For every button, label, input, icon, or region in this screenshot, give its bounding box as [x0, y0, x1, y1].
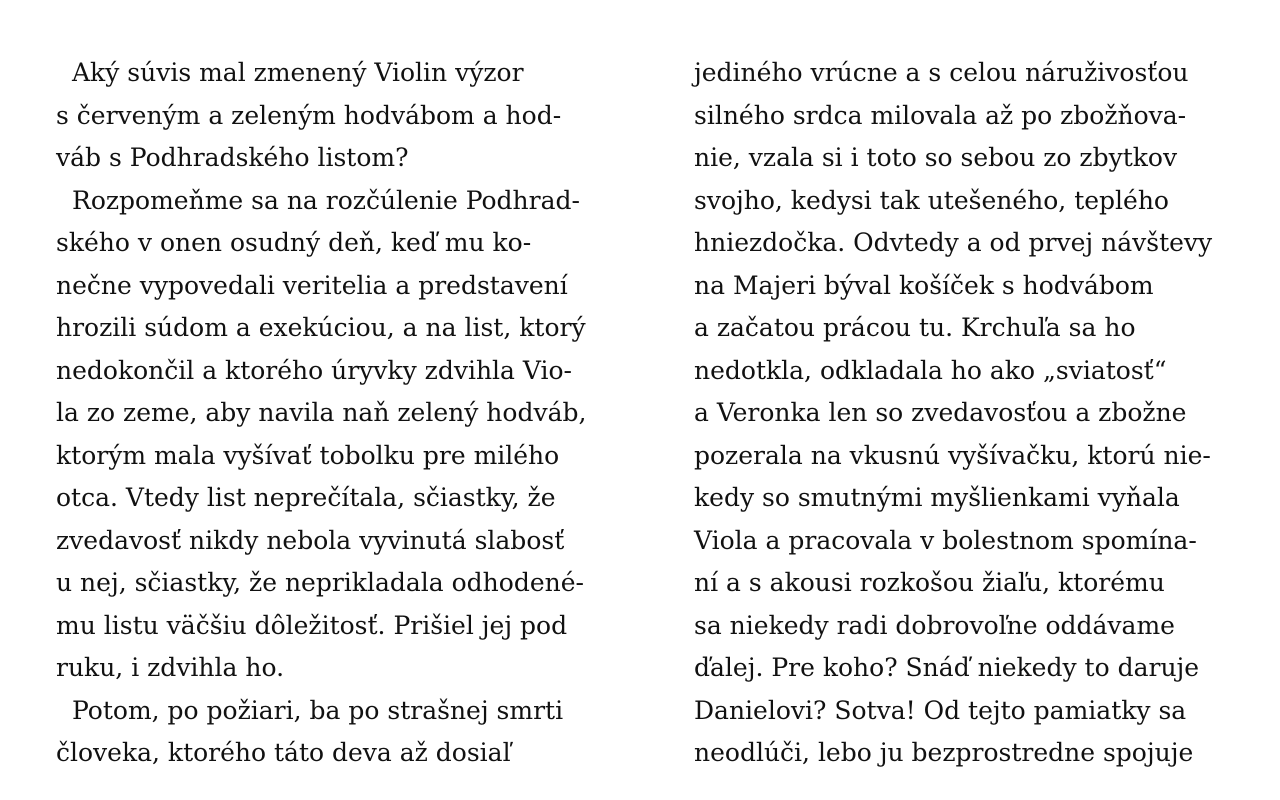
text-line: ruku, i zdvihla ho. — [56, 653, 285, 682]
text-line: kedy so smutnými myšlienkami vyňala — [694, 483, 1180, 512]
text-line: človeka, ktorého táto deva až dosiaľ — [56, 738, 511, 767]
text-line: nečne vypovedali veritelia a predstavení — [56, 270, 568, 300]
text-line: Rozpomeňme sa na rozčúlenie Podhrad- — [72, 185, 580, 215]
text-line: svojho, kedysi tak utešeného, teplého — [694, 185, 1169, 215]
text-line: hrozili súdom a exekúciou, a na list, ktorý — [56, 313, 586, 342]
text-line: váb s Podhradského listom? — [56, 143, 409, 172]
text-line: pozerala na vkusnú vyšívačku, ktorú nie- — [694, 440, 1211, 470]
text-line: Danielovi? Sotva! Od tejto pamiatky sa — [694, 695, 1187, 725]
text-line: s červeným a zeleným hodvábom a hod- — [56, 100, 562, 130]
text-line: otca. Vtedy list neprečítala, sčiastky, že — [56, 483, 556, 512]
text-line: nedokončil a ktorého úryvky zdvihla Vio- — [56, 355, 573, 385]
text-line: na Majeri býval košíček s hodvábom — [694, 270, 1154, 300]
text-line: silného srdca milovala až po zbožňova- — [694, 100, 1187, 130]
text-line: hniezdočka. Odvtedy a od prvej návštevy — [694, 228, 1213, 257]
text-line: nie, vzala si i toto so sebou zo zbytkov — [694, 143, 1178, 172]
text-line: Aký súvis mal zmenený Violin výzor — [72, 58, 524, 87]
right-page-text — [694, 52, 1254, 775]
text-line: u nej, sčiastky, že neprikladala odhodené- — [56, 568, 584, 597]
text-line: zvedavosť nikdy nebola vyvinutá slabosť — [56, 525, 565, 555]
text-line: ní a s akousi rozkošou žiaľu, ktorému — [694, 568, 1165, 597]
text-line: Viola a pracovala v bolestnom spomína- — [694, 525, 1197, 555]
text-line: mu listu väčšiu dôležitosť. Prišiel jej pod — [56, 610, 568, 640]
left-page-text — [56, 52, 616, 775]
text-line: nedotkla, odkladala ho ako „sviatosť“ — [694, 355, 1167, 385]
text-line: Potom, po požiari, ba po strašnej smrti — [72, 695, 564, 725]
text-line: jediného vrúcne a s celou náruživosťou — [694, 58, 1189, 87]
text-line: ského v onen osudný deň, keď mu ko- — [56, 228, 532, 257]
text-line: la zo zeme, aby navila naň zelený hodváb, — [56, 398, 587, 427]
text-line: ďalej. Pre koho? Snáď niekedy to daruje — [694, 653, 1200, 682]
text-line: sa niekedy radi dobrovoľne oddávame — [694, 610, 1175, 640]
text-line: a Veronka len so zvedavosťou a zbožne — [694, 398, 1187, 427]
text-line: neodlúči, lebo ju bezprostredne spojuje — [694, 738, 1194, 767]
text-line: ktorým mala vyšívať tobolku pre milého — [56, 440, 560, 470]
text-line: a začatou prácou tu. Krchuľa sa ho — [694, 313, 1136, 342]
